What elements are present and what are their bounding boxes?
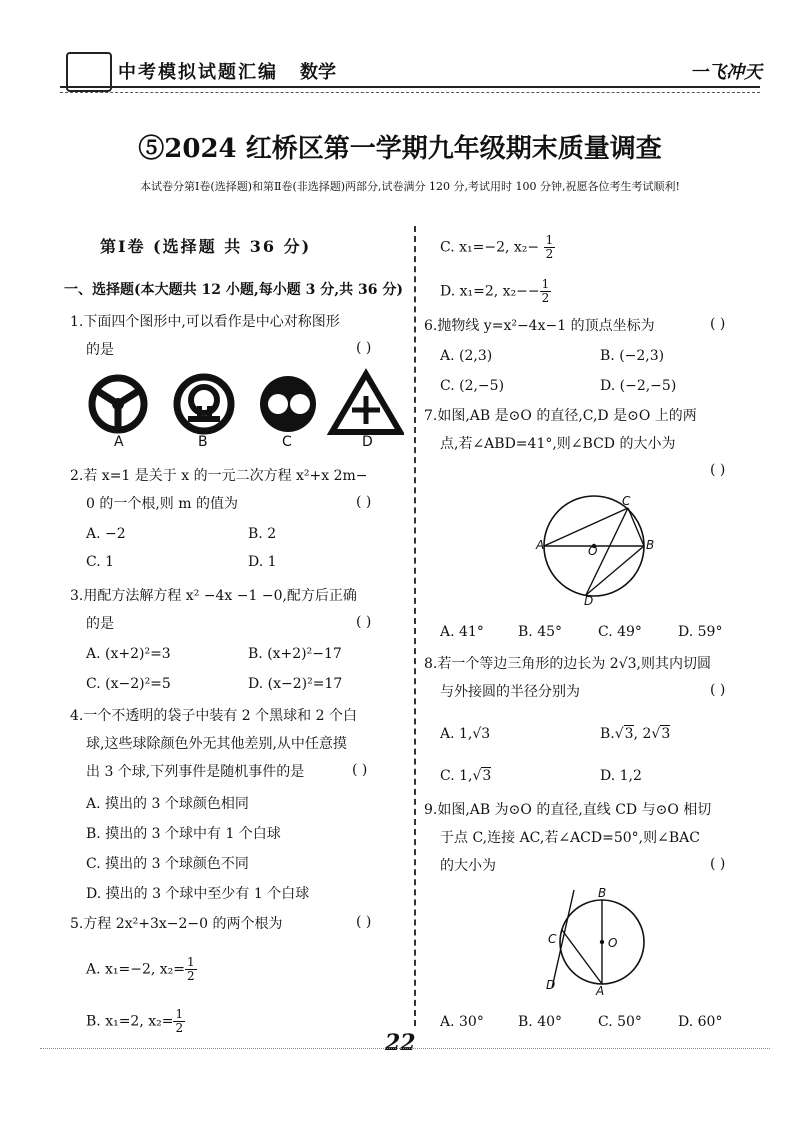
q5-option-d-fraction (540, 278, 552, 305)
q8-option-b: B.√3, 2√3 (600, 726, 671, 742)
q8-answer-blank: ( ) (710, 682, 726, 698)
q3-option-d: D. (x−2)²=17 (248, 676, 343, 692)
page-title: ⑤2024 红桥区第一学期九年级期末质量调查 (138, 134, 662, 164)
q5-option-b-text: B. x₁=2, x₂= (86, 1013, 174, 1030)
q5-option-a-text: A. x₁=−2, x₂= (86, 961, 186, 978)
q5-option-a-fraction (185, 956, 197, 983)
q4-option-d: D. 摸出的 3 个球中至少有 1 个白球 (86, 886, 310, 902)
q7-option-a: A. 41° (440, 624, 484, 640)
q2-option-a: A. −2 (86, 526, 126, 542)
q7-option-b: B. 45° (518, 624, 563, 640)
q5-option-d (440, 278, 551, 305)
q8-option-c-radicand: 3 (482, 768, 492, 784)
q9-option-a: A. 30° (440, 1014, 484, 1030)
q4-line2: 球,这些球除颜色外无其他差别,从中任意摸 (86, 736, 347, 752)
q8-option-c-prefix: C. 1, (440, 768, 473, 784)
q5-option-a (86, 956, 197, 983)
q5-option-c-text: C. x₁=−2, x₂− (440, 239, 540, 256)
q3-answer-blank: ( ) (356, 614, 372, 630)
q7-line1: 7.如图,AB 是⊙O 的直径,C,D 是⊙O 上的两 (424, 408, 697, 424)
q5-option-c (440, 234, 555, 261)
figure-c-icon (260, 376, 316, 432)
q8-option-b-prefix: B. (600, 726, 615, 742)
q7-label-d: D (584, 594, 594, 608)
q1-line1: 1.下面四个图形中,可以看作是中心对称图形 (70, 314, 340, 330)
q5-line1: 5.方程 2x²+3x−2−0 的两个根为 (70, 916, 283, 932)
q9-line3: 的大小为 (440, 858, 496, 874)
fraction-numerator: 1 (187, 955, 195, 969)
q5-answer-blank: ( ) (356, 914, 372, 930)
q7-option-d: D. 59° (678, 624, 723, 640)
q4-option-b: B. 摸出的 3 个球中有 1 个白球 (86, 826, 281, 842)
q6-line1: 6.抛物线 y=x²−4x−1 的顶点坐标为 (424, 318, 655, 334)
q3-option-a: A. (x+2)²=3 (86, 646, 171, 662)
q1-label-c: C (282, 434, 292, 450)
q8-option-b-radicand2: 3 (661, 726, 671, 742)
q2-option-d: D. 1 (248, 554, 277, 570)
q6-option-d: D. (−2,−5) (600, 378, 677, 394)
q9-circle-figure (540, 884, 650, 1004)
q3-line1: 3.用配方法解方程 x² −4x −1 −0,配方后正确 (70, 588, 357, 604)
q1-answer-blank: ( ) (356, 340, 372, 356)
q4-line1: 4.一个不透明的袋子中装有 2 个黑球和 2 个白 (70, 708, 357, 724)
footer-rule (40, 1048, 770, 1049)
q2-answer-blank: ( ) (356, 494, 372, 510)
q7-label-a: A (536, 538, 545, 552)
q5-option-c-fraction (544, 234, 556, 261)
q4-answer-blank: ( ) (352, 762, 368, 778)
q6-answer-blank: ( ) (710, 316, 726, 332)
q7-label-c: C (622, 494, 631, 508)
q2-option-b: B. 2 (248, 526, 277, 542)
q9-label-c: C (548, 932, 557, 946)
q3-option-b: B. (x+2)²−17 (248, 646, 342, 662)
fraction-denominator: 2 (541, 291, 550, 305)
q5-option-b-fraction (173, 1008, 185, 1035)
q6-option-a: A. (2,3) (440, 348, 493, 364)
q8-line1: 8.若一个等边三角形的边长为 2√3,则其内切圆 (424, 656, 711, 672)
q7-label-o: O (588, 544, 598, 558)
q9-option-c: C. 50° (598, 1014, 642, 1030)
q8-option-b-sep: , 2 (633, 726, 652, 742)
q4-option-c: C. 摸出的 3 个球颜色不同 (86, 856, 249, 872)
part-heading: 一、选择题(本大题共 12 小题,每小题 3 分,共 36 分) (64, 282, 403, 298)
fraction-numerator: 1 (545, 233, 554, 247)
series-title: 中考模拟试题汇编 (118, 62, 278, 83)
figure-a-icon (92, 378, 144, 430)
q5-option-b (86, 1008, 185, 1035)
header-rule-dashed (60, 92, 760, 93)
q3-line2: 的是 (86, 616, 114, 632)
q8-option-d: D. 1,2 (600, 768, 642, 784)
fraction-denominator: 2 (175, 1021, 184, 1035)
q7-line2: 点,若∠ABD=41°,则∠BCD 的大小为 (440, 436, 676, 452)
q2-line2: 0 的一个根,则 m 的值为 (86, 496, 238, 512)
q7-option-c: C. 49° (598, 624, 642, 640)
q9-label-b: B (598, 886, 607, 900)
q2-option-c: C. 1 (86, 554, 115, 570)
q8-option-c: C. 1,√3 (440, 768, 492, 784)
q4-option-a: A. 摸出的 3 个球颜色相同 (86, 796, 249, 812)
q1-label-d: D (362, 434, 373, 450)
q9-label-d: D (546, 978, 556, 992)
q1-figures (84, 368, 404, 458)
q9-option-d: D. 60° (678, 1014, 723, 1030)
q9-label-o: O (608, 936, 618, 950)
fraction-denominator: 2 (187, 969, 195, 983)
q9-label-a: A (596, 984, 605, 998)
q9-answer-blank: ( ) (710, 856, 726, 872)
section-title: 第Ⅰ卷 (选择题 共 36 分) (100, 237, 312, 256)
q1-label-a: A (114, 434, 124, 450)
q2-line1: 2.若 x=1 是关于 x 的一元二次方程 x²+x 2m− (70, 468, 368, 484)
subject-label: 数学 (300, 62, 336, 83)
header-rule (60, 86, 760, 88)
fraction-denominator: 2 (545, 247, 554, 261)
q7-answer-blank: ( ) (710, 462, 726, 478)
q8-option-a: A. 1,√3 (440, 726, 491, 742)
q7-label-b: B (646, 538, 655, 552)
q9-option-b: B. 40° (518, 1014, 563, 1030)
fraction-numerator: 1 (541, 277, 550, 291)
q1-line2: 的是 (86, 342, 114, 358)
figure-b-icon (177, 377, 231, 431)
q9-line2: 于点 C,连接 AC,若∠ACD=50°,则∠BAC (440, 830, 700, 846)
brand-label: 一飞冲天 (690, 62, 762, 83)
q3-option-c: C. (x−2)²=5 (86, 676, 171, 692)
q5-option-d-text: D. x₁=2, x₂−− (440, 283, 540, 300)
page-number: 22 (385, 1030, 416, 1056)
q9-line1: 9.如图,AB 为⊙O 的直径,直线 CD 与⊙O 相切 (424, 802, 712, 818)
q8-line2: 与外接圆的半径分别为 (440, 684, 580, 700)
q6-option-c: C. (2,−5) (440, 378, 505, 394)
exam-intro: 本试卷分第Ⅰ卷(选择题)和第Ⅱ卷(非选择题)两部分,试卷满分 120 分,考试用时 100 分钟,祝愿各位考生考试顺利! (140, 180, 680, 193)
column-divider (414, 226, 416, 1026)
figure-d-icon (332, 374, 400, 432)
q8-option-b-radicand1: 3 (624, 726, 634, 742)
q4-line3: 出 3 个球,下列事件是随机事件的是 (86, 764, 305, 780)
q6-option-b: B. (−2,3) (600, 348, 665, 364)
q1-label-b: B (198, 434, 208, 450)
fraction-numerator: 1 (175, 1007, 184, 1021)
